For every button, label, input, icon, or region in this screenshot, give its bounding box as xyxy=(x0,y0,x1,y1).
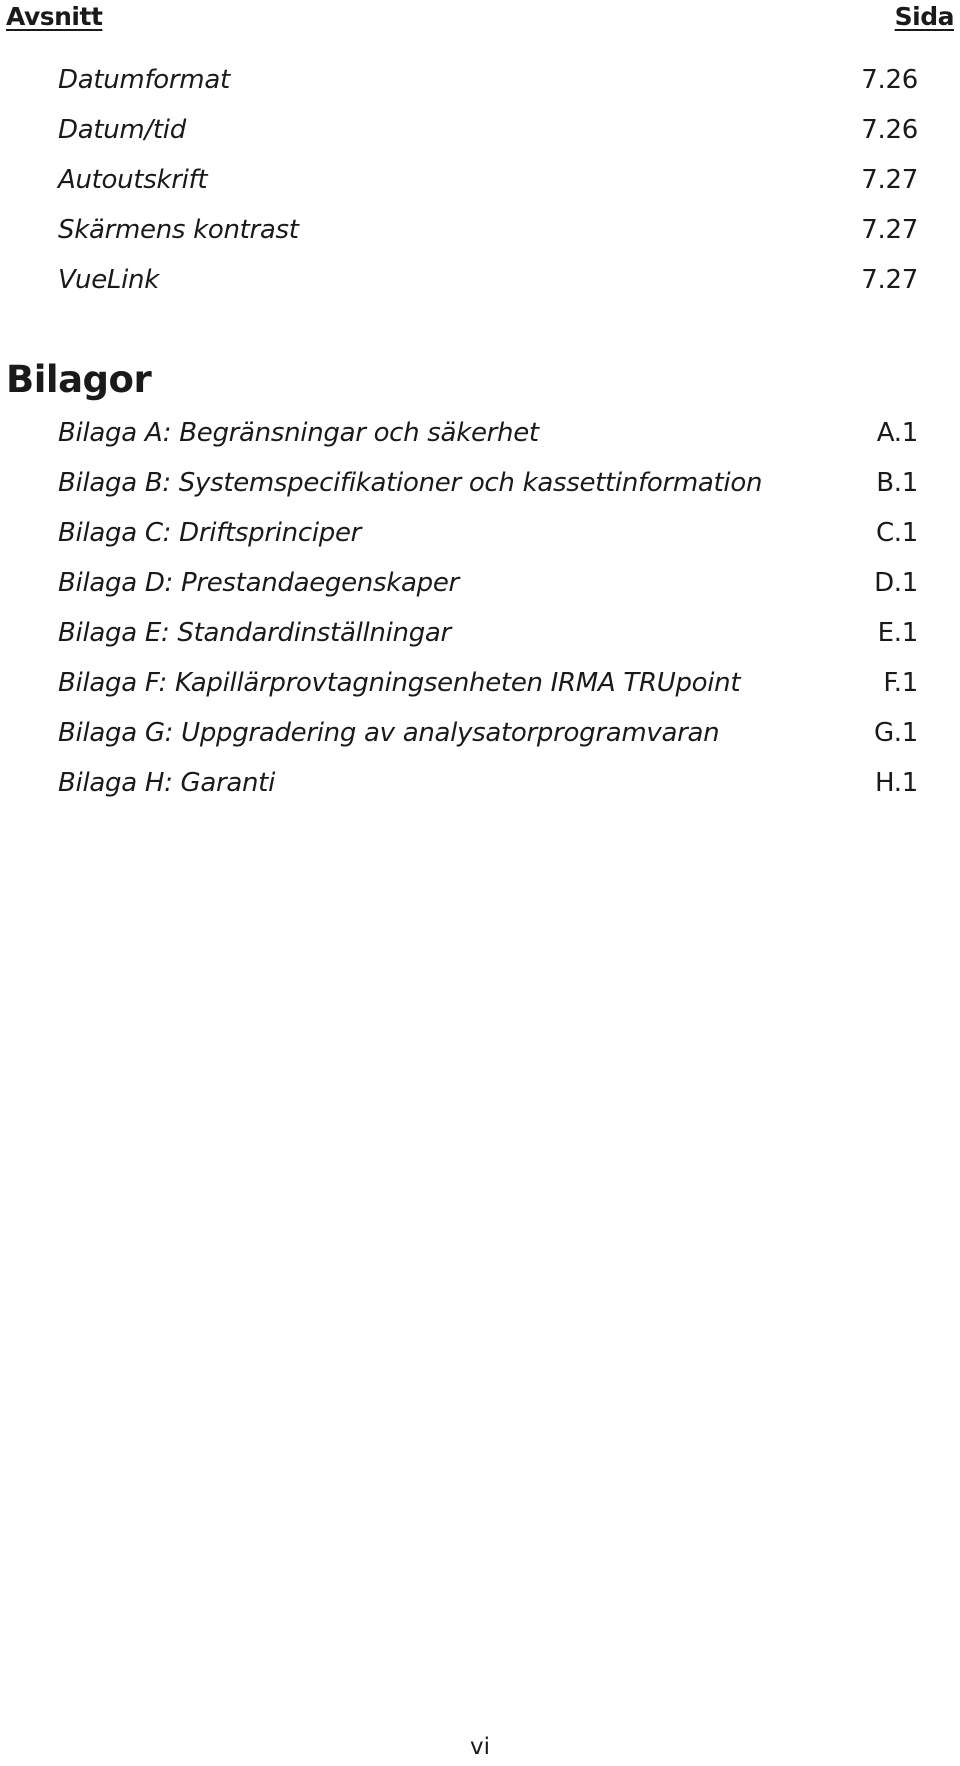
toc-entry-page: H.1 xyxy=(874,768,918,798)
toc-entry-title: Bilaga C: Driftsprinciper xyxy=(58,518,362,548)
toc-entry-page: D.1 xyxy=(874,568,918,598)
toc-entry-title: Bilaga E: Standardinställningar xyxy=(58,618,451,648)
toc-entry xyxy=(58,558,918,608)
toc-entry-page: B.1 xyxy=(876,468,918,498)
toc-entry-page: 7.26 xyxy=(861,115,918,145)
toc-entry xyxy=(58,758,918,808)
toc-entry-title: VueLink xyxy=(58,265,159,295)
toc-entry-title: Datum/tid xyxy=(58,115,186,145)
toc-entry-title: Bilaga F: Kapillärprovtagningsenheten IRMA TRUpoint xyxy=(58,668,741,698)
section-heading: Bilagor xyxy=(6,358,152,401)
toc-entry xyxy=(58,155,918,205)
toc-entry-page: A.1 xyxy=(876,418,918,448)
toc-entry xyxy=(58,205,918,255)
toc-entry-page: 7.27 xyxy=(861,165,918,195)
toc-entry-title: Bilaga G: Uppgradering av analysatorprogramvaran xyxy=(58,718,720,748)
toc-entry xyxy=(58,55,918,105)
toc-entry-page: E.1 xyxy=(877,618,918,648)
toc-entry xyxy=(58,508,918,558)
toc-entry-title: Bilaga A: Begränsningar och säkerhet xyxy=(58,418,539,448)
toc-entry-page: G.1 xyxy=(873,718,918,748)
toc-entry xyxy=(58,255,918,305)
toc-entry-page: 7.27 xyxy=(861,215,918,245)
toc-entry-page: 7.27 xyxy=(861,265,918,295)
toc-entry xyxy=(58,608,918,658)
toc-entry-page: F.1 xyxy=(883,668,918,698)
toc-entry xyxy=(58,408,918,458)
toc-entry-title: Bilaga B: Systemspecifikationer och kassettinformation xyxy=(58,468,763,498)
toc-entry-title: Bilaga D: Prestandaegenskaper xyxy=(58,568,459,598)
page-number: vi xyxy=(469,1734,490,1760)
toc-entry-title: Datumformat xyxy=(58,65,230,95)
toc-list-top xyxy=(58,55,918,305)
toc-list-bilagor xyxy=(58,408,918,808)
toc-entry-title: Bilaga H: Garanti xyxy=(58,768,275,798)
toc-entry xyxy=(58,105,918,155)
column-header-page: Sida xyxy=(894,2,954,31)
toc-entry xyxy=(58,708,918,758)
toc-entry-page: 7.26 xyxy=(861,65,918,95)
toc-entry-page: C.1 xyxy=(875,518,918,548)
toc-entry-title: Skärmens kontrast xyxy=(58,215,299,245)
toc-entry xyxy=(58,458,918,508)
column-header-section: Avsnitt xyxy=(6,2,103,31)
toc-entry xyxy=(58,658,918,708)
toc-entry-title: Autoutskrift xyxy=(58,165,208,195)
